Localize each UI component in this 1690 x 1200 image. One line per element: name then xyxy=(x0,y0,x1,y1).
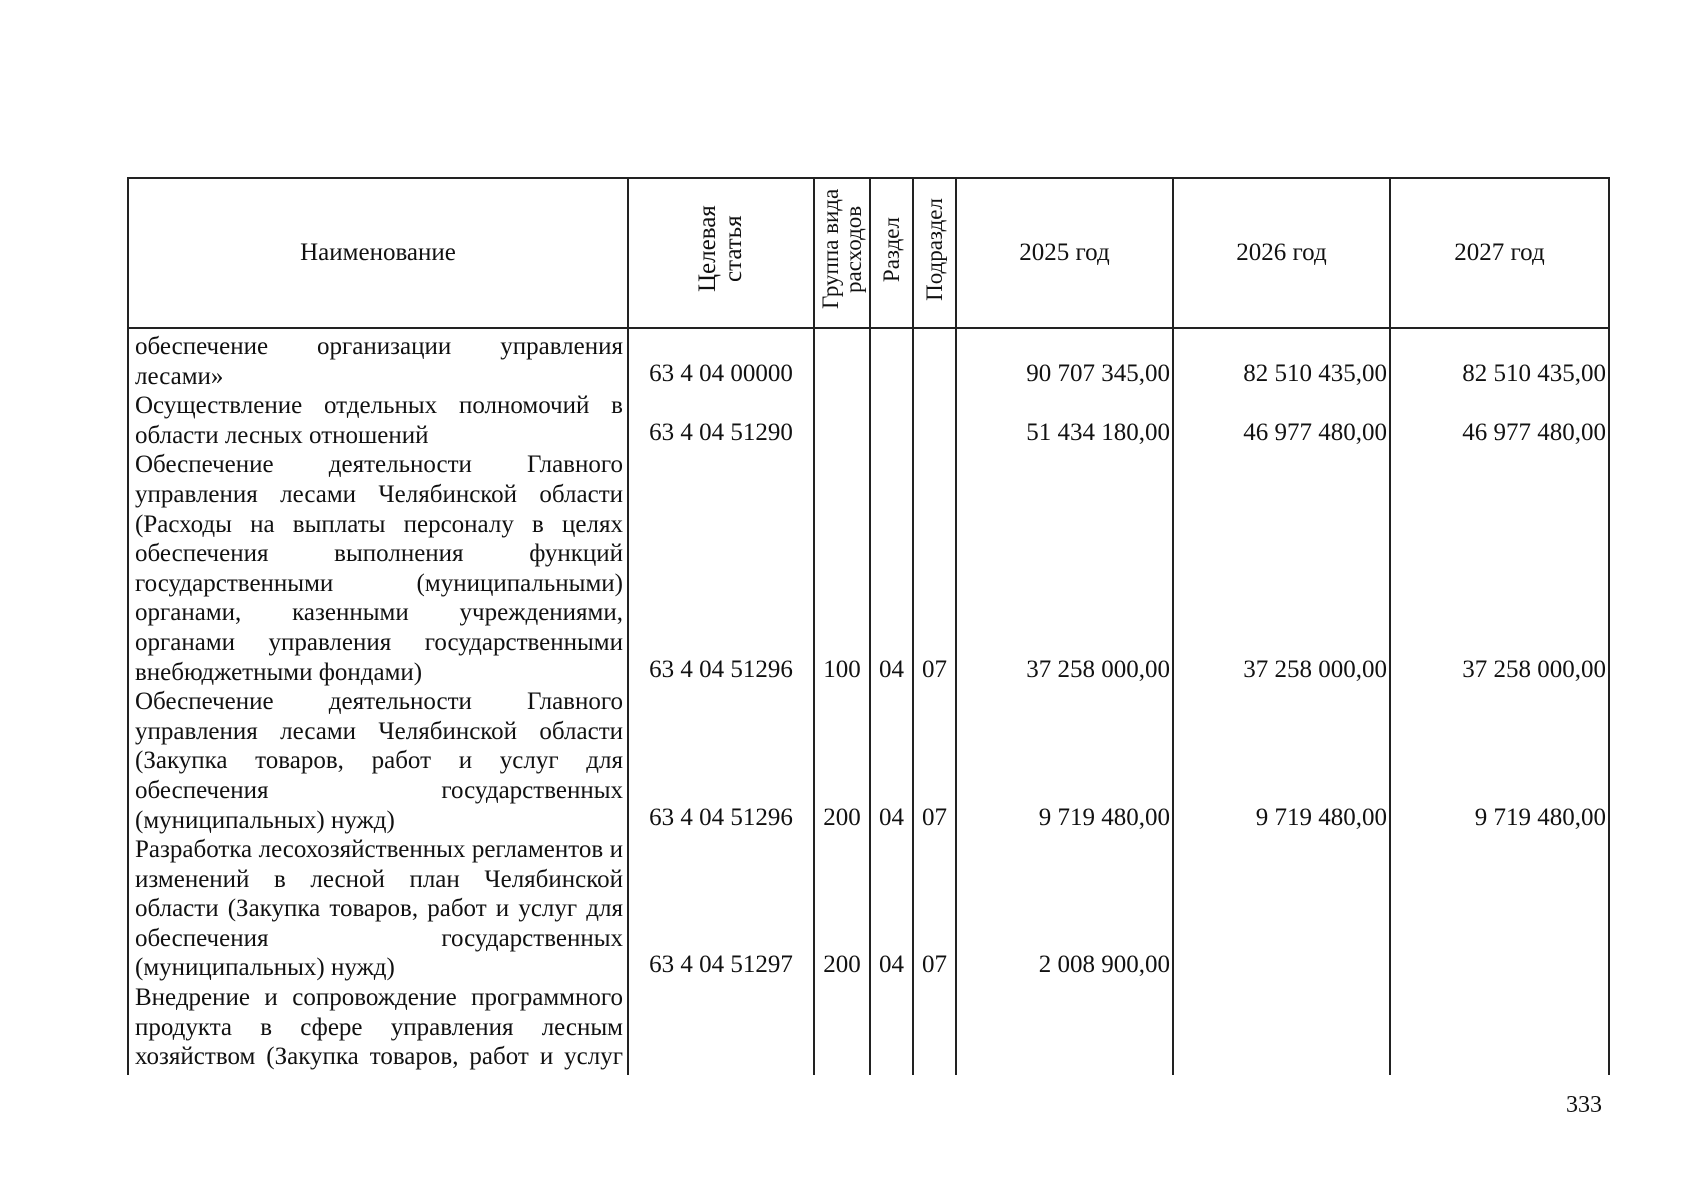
row-name: Разработка лесохозяйственных регламентов и изменений в лесной план Челябинской области (Закупка товаров, работ и услуг для обеспечения государственных (муниципальных) нужд) xyxy=(128,835,628,983)
row-subsection xyxy=(913,983,956,1075)
header-name: Наименование xyxy=(128,178,628,328)
row-group: 200 xyxy=(814,835,870,983)
row-group: 200 xyxy=(814,687,870,835)
row-section xyxy=(870,983,913,1075)
row-2027: 37 258 000,00 xyxy=(1390,450,1609,687)
row-code: 63 4 04 51296 xyxy=(628,687,814,835)
row-2027 xyxy=(1390,835,1609,983)
row-2025: 51 434 180,00 xyxy=(956,391,1173,450)
row-group xyxy=(814,328,870,391)
row-2027: 46 977 480,00 xyxy=(1390,391,1609,450)
budget-table xyxy=(127,177,1610,1075)
row-2027: 82 510 435,00 xyxy=(1390,328,1609,391)
header-subsection: Подраздел xyxy=(913,178,956,328)
row-2026: 46 977 480,00 xyxy=(1173,391,1390,450)
row-2026: 82 510 435,00 xyxy=(1173,328,1390,391)
row-group xyxy=(814,983,870,1075)
row-section xyxy=(870,391,913,450)
row-name: Обеспечение деятельности Главного управления лесами Челябинской области (Расходы на выплаты персоналу в целях обеспечения выполнения функций государственными (муниципальными) органами, казенными учреждениями, органами управления государственными внебюджетными фондами) xyxy=(128,450,628,687)
row-2025: 90 707 345,00 xyxy=(956,328,1173,391)
header-group: Группа вида расходов xyxy=(814,178,870,328)
page-number: 333 xyxy=(1566,1092,1602,1118)
row-2025: 37 258 000,00 xyxy=(956,450,1173,687)
row-subsection: 07 xyxy=(913,450,956,687)
row-subsection xyxy=(913,391,956,450)
row-code: 63 4 04 51290 xyxy=(628,391,814,450)
row-2026 xyxy=(1173,835,1390,983)
row-2025 xyxy=(956,983,1173,1075)
table-row xyxy=(128,983,1609,1075)
row-2026: 9 719 480,00 xyxy=(1173,687,1390,835)
row-2025: 9 719 480,00 xyxy=(956,687,1173,835)
table-row xyxy=(128,835,1609,983)
table-row xyxy=(128,328,1609,391)
row-name: Внедрение и сопровождение программного продукта в сфере управления лесным хозяйством (Закупка товаров, работ и услуг xyxy=(128,983,628,1075)
row-section xyxy=(870,328,913,391)
row-name: обеспечение организации управления лесами» xyxy=(128,328,628,391)
header-code: Целевая статья xyxy=(628,178,814,328)
row-2026: 37 258 000,00 xyxy=(1173,450,1390,687)
row-subsection: 07 xyxy=(913,687,956,835)
row-2025: 2 008 900,00 xyxy=(956,835,1173,983)
row-code xyxy=(628,983,814,1075)
header-2026: 2026 год xyxy=(1173,178,1390,328)
row-code: 63 4 04 51296 xyxy=(628,450,814,687)
row-section: 04 xyxy=(870,450,913,687)
row-2026 xyxy=(1173,983,1390,1075)
header-2025: 2025 год xyxy=(956,178,1173,328)
table-row xyxy=(128,391,1609,450)
table-row xyxy=(128,687,1609,835)
row-code: 63 4 04 00000 xyxy=(628,328,814,391)
table-row xyxy=(128,450,1609,687)
header-section: Раздел xyxy=(870,178,913,328)
row-section: 04 xyxy=(870,835,913,983)
row-2027: 9 719 480,00 xyxy=(1390,687,1609,835)
table-header-row xyxy=(128,178,1609,328)
row-name: Обеспечение деятельности Главного управления лесами Челябинской области (Закупка товаров, работ и услуг для обеспечения государственных (муниципальных) нужд) xyxy=(128,687,628,835)
row-code: 63 4 04 51297 xyxy=(628,835,814,983)
row-subsection: 07 xyxy=(913,835,956,983)
row-group: 100 xyxy=(814,450,870,687)
row-group xyxy=(814,391,870,450)
row-name: Осуществление отдельных полномочий в области лесных отношений xyxy=(128,391,628,450)
row-2027 xyxy=(1390,983,1609,1075)
row-subsection xyxy=(913,328,956,391)
row-section: 04 xyxy=(870,687,913,835)
header-2027: 2027 год xyxy=(1390,178,1609,328)
